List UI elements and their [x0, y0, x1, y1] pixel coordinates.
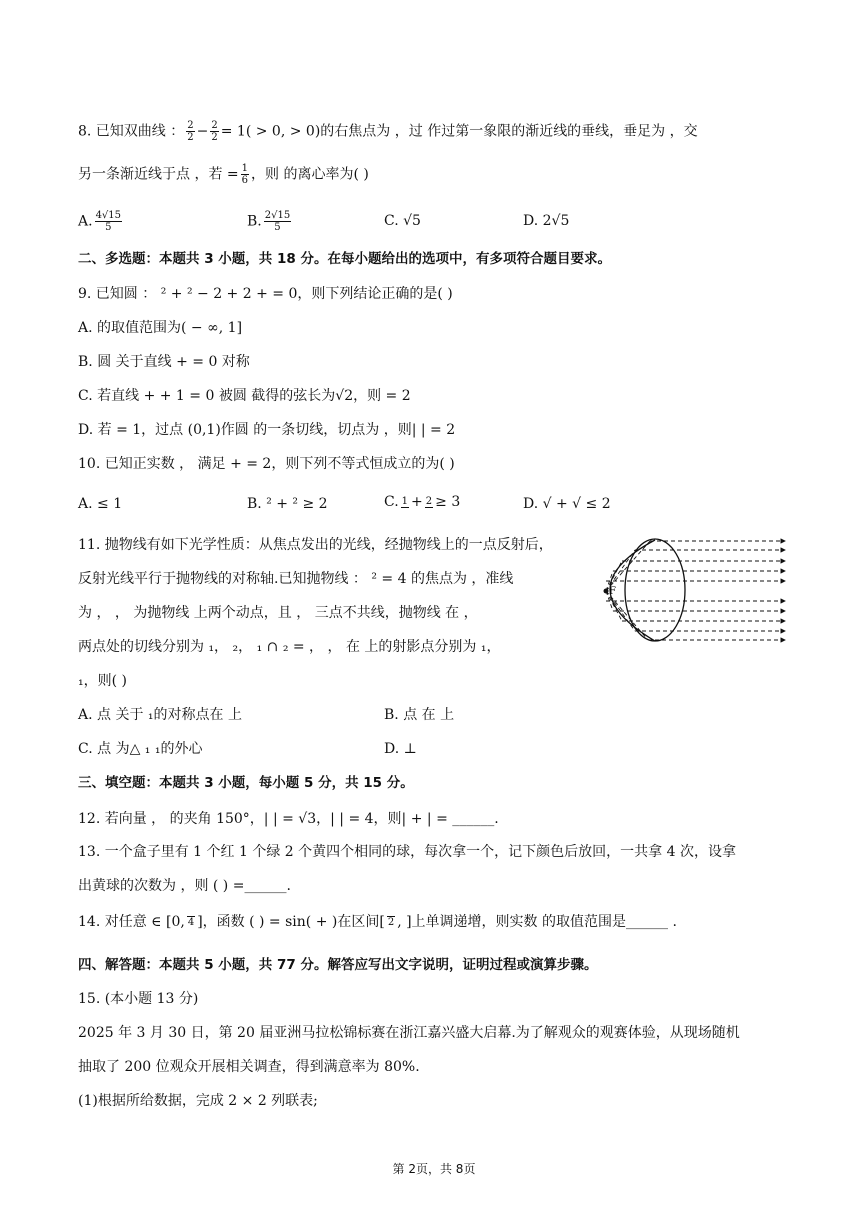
page-footer: 第 2页，共 8页 [392, 1162, 476, 1176]
section-heading-solutions: 四、解答题：本题共 5 小题，共 77 分。解答应写出文字说明，证明过程或演算步骤。 [78, 957, 598, 973]
q10-option-c: C. 1 + 2 ≥ 3 [384, 494, 461, 510]
section-heading-multiple-choice: 二、多选题：本题共 3 小题，共 18 分。在每小题给出的选项中，有多项符合题目要求。 [78, 251, 611, 267]
q9-option-c: C. 若直线 + + 1 = 0 被圆 截得的弦长为√2，则 = 2 [78, 388, 411, 404]
q9-option-b: B. 圆 关于直线 + = 0 对称 [78, 354, 250, 370]
q10-option-b: B. ² + ² ≥ 2 [247, 496, 328, 512]
q15-stem-line1: 2025 年 3 月 30 日，第 20 届亚洲马拉松锦标赛在浙江嘉兴盛大启幕.为了解观众的观赛体验，从现场随机 [78, 1025, 740, 1041]
q15-title: 15. (本小题 13 分) [78, 991, 199, 1007]
q13-stem-line2: 出黄球的次数为 ，则 ( ) =______. [78, 878, 291, 894]
q11-stem-line5: ₁，则( ) [78, 673, 127, 689]
q8-stem-line2: 另一条渐近线于点 ，若 = $\frac{1}{6}$ ，则 的离心率为( ) [78, 163, 369, 186]
q9-option-d: D. 若 = 1，过点 (0,1)作圆 的一条切线，切点为 ，则| | = 2 [78, 422, 456, 438]
q11-stem-line4: 两点处的切线分别为 ₁， ₂， ₁ ∩ ₂ = ， ， 在 上的射影点分别为 ₁， [78, 639, 501, 655]
focus-label: F [609, 586, 616, 597]
q11-stem-line3: 为 ， ， 为抛物线 上两个动点，且 ， 三点不共线，抛物线 在 ， [78, 605, 478, 621]
parabola-reflection-figure [580, 528, 790, 648]
q10-option-a: A. ≤ 1 [78, 496, 123, 512]
q15-stem-line3: (1)根据所给数据，完成 2 × 2 列联表; [78, 1093, 318, 1109]
q12-stem: 12. 若向量 ， 的夹角 150°，| | = √3，| | = 4，则| + | = ______. [78, 811, 499, 827]
q11-option-b: B. 点 在 上 [384, 707, 455, 723]
q8-option-b: B. $\frac{2√15}{5}$ [247, 210, 291, 233]
q13-stem-line1: 13. 一个盒子里有 1 个红 1 个绿 2 个黄四个相同的球，每次拿一个，记下颜色后放回，一共拿 4 次，设拿 [78, 844, 736, 860]
q8-option-c: C. √5 [384, 213, 421, 229]
q8-option-a: A. $\frac{4√15}{5}$ [78, 210, 122, 233]
parabola-aperture-ellipse [625, 539, 685, 641]
q10-option-d: D. √ + √ ≤ 2 [523, 496, 611, 512]
section-heading-fill-in: 三、填空题：本题共 3 小题，每小题 5 分，共 15 分。 [78, 775, 414, 791]
q8-option-d: D. 2√5 [523, 213, 570, 229]
q8-stem-line1: 8. 已知双曲线 ： $\frac{2}{2}$ − $\frac{2}{2}$ = 1( > 0, > 0)的右焦点为 ，过 作过第一象限的渐近线的垂线，垂足为 ，交 [78, 120, 698, 143]
q11-option-d: D. ⊥ [384, 741, 417, 757]
q10-stem: 10. 已知正实数 ， 满足 + = 2，则下列不等式恒成立的为( ) [78, 456, 455, 472]
q11-option-c: C. 点 为△ ₁ ₁的外心 [78, 741, 203, 757]
q11-option-a: A. 点 关于 ₁的对称点在 上 [78, 707, 242, 723]
q9-stem: 9. 已知圆 ： ² + ² − 2 + 2 + = 0，则下列结论正确的是( ) [78, 286, 453, 302]
q11-stem-line2: 反射光线平行于抛物线的对称轴.已知抛物线 ： ² = 4 的焦点为 ，准线 [78, 571, 514, 587]
focus-point [604, 589, 609, 594]
q9-option-a: A. 的取值范围为( − ∞, 1] [78, 320, 243, 336]
q15-stem-line2: 抽取了 200 位观众开展相关调查，得到满意率为 80%. [78, 1059, 420, 1075]
q14-stem: 14. 对任意 ∈ [0, 4 ]，函数 ( ) = sin( + )在区间[ 2 , ]上单调递增，则实数 的取值范围是______ . [78, 914, 677, 930]
q11-stem-line1: 11. 抛物线有如下光学性质：从焦点发出的光线，经抛物线上的一点反射后， [78, 537, 553, 553]
